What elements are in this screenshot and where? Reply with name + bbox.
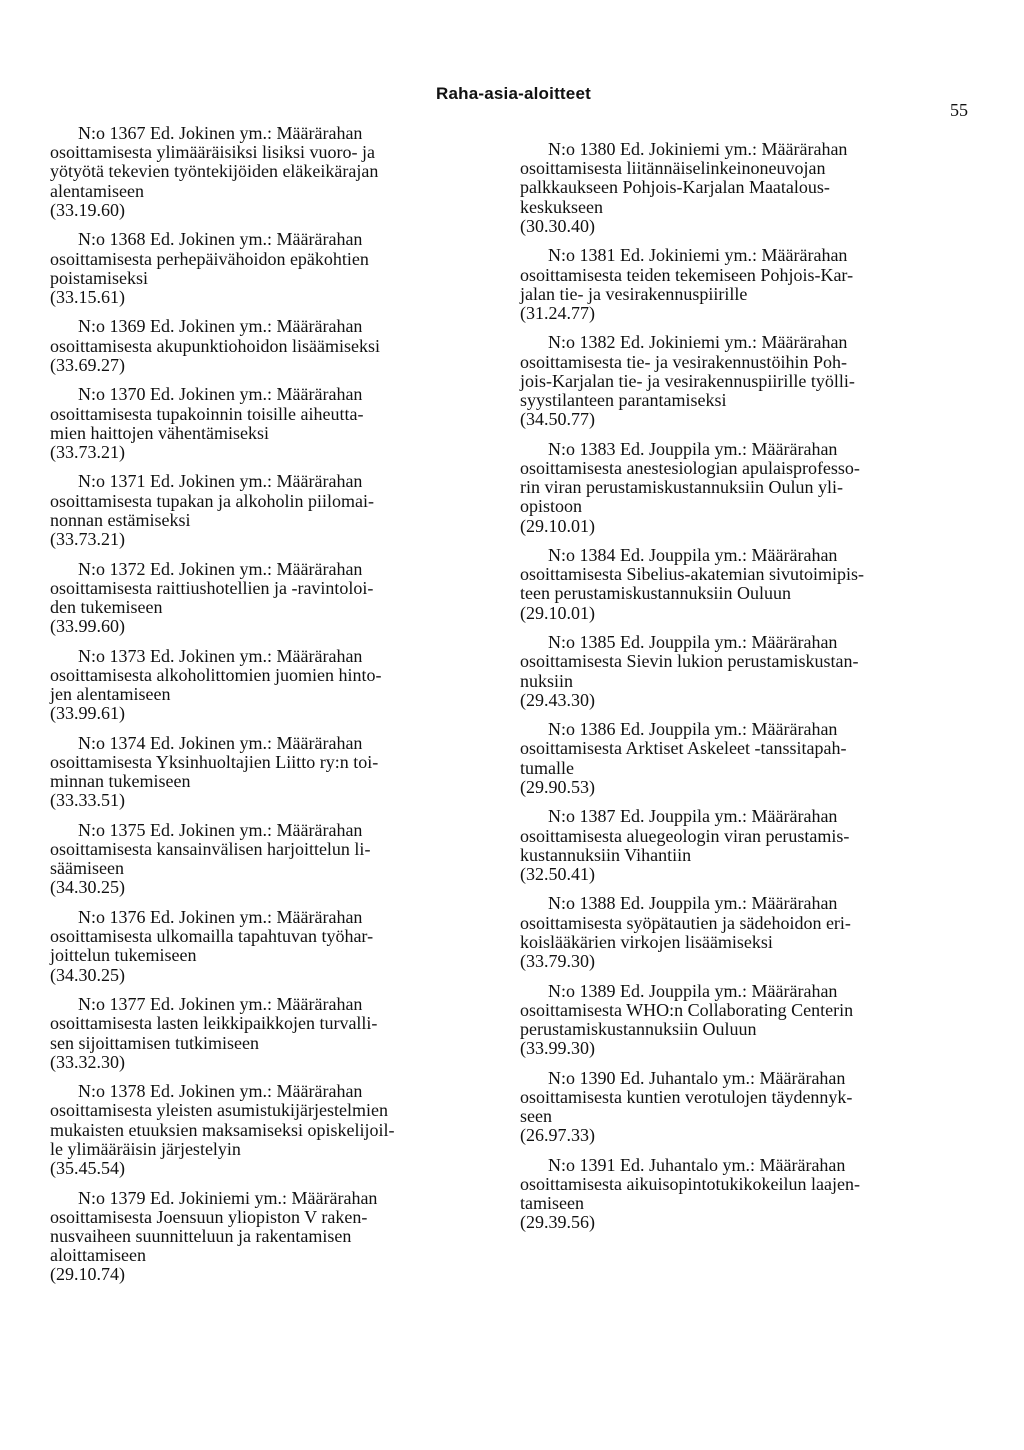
motion-heading: N:o 1380 Ed. Jokiniemi ym.: Määrärahan: [548, 139, 848, 159]
motion-text: osoittamisesta liitännäiselinkeinoneuvojan palkkaukseen Pohjois-Karjalan Maatalous- keskukseen: [520, 158, 830, 217]
budget-item-code: (34.30.25): [50, 877, 125, 898]
motion-text: osoittamisesta Sievin lukion perustamiskustan- nuksiin: [520, 651, 859, 691]
motion-entry: [520, 633, 968, 710]
motion-text: osoittamisesta akupunktiohoidon lisäämiseksi: [50, 335, 380, 356]
motion-heading: N:o 1372 Ed. Jokinen ym.: Määrärahan: [78, 558, 363, 579]
motion-entry: [50, 317, 498, 375]
budget-item-code: (30.30.40): [520, 215, 595, 236]
motion-entry: [50, 385, 498, 462]
budget-item-code: (33.73.21): [50, 441, 125, 462]
motion-entry: [50, 1082, 498, 1178]
budget-item-code: (31.24.77): [520, 302, 595, 323]
motion-heading: N:o 1386 Ed. Jouppila ym.: Määrärahan: [548, 719, 838, 740]
budget-item-code: (29.39.56): [520, 1212, 595, 1233]
budget-item-code: (29.10.74): [50, 1264, 125, 1285]
motion-heading: N:o 1373 Ed. Jokinen ym.: Määrärahan: [78, 645, 363, 666]
motion-text: osoittamisesta tupakoinnin toisille aiheutta- mien haittojen vähentämiseksi: [50, 403, 364, 443]
motion-heading: N:o 1379 Ed. Jokiniemi ym.: Määrärahan: [78, 1187, 378, 1208]
page-number: 55: [950, 100, 968, 120]
motion-entry: [520, 1156, 968, 1233]
motion-text: osoittamisesta aikuisopintotukikokeilun laajen- tamiseen: [520, 1174, 860, 1214]
motion-text: osoittamisesta teiden tekemiseen Pohjois-Kar- jalan tie- ja vesirakennuspiirille: [520, 264, 854, 304]
motion-heading: N:o 1381 Ed. Jokiniemi ym.: Määrärahan: [548, 245, 848, 266]
motion-heading: N:o 1387 Ed. Jouppila ym.: Määrärahan: [548, 806, 838, 827]
motion-heading: N:o 1391 Ed. Juhantalo ym.: Määrärahan: [548, 1154, 846, 1175]
motion-text: osoittamisesta Arktiset Askeleet -tanssitapah- tumalle: [520, 738, 847, 778]
budget-item-code: (33.73.21): [50, 529, 125, 550]
motion-text: osoittamisesta anestesiologian apulaisprofesso- rin viran perustamiskustannuksiin Oulun yli- opistoon: [520, 457, 860, 517]
motion-heading: N:o 1370 Ed. Jokinen ym.: Määrärahan: [78, 384, 363, 405]
motion-entry: [520, 440, 968, 536]
budget-item-code: (33.99.30): [520, 1038, 595, 1059]
motion-entry: [520, 246, 968, 323]
budget-item-code: (29.43.30): [520, 689, 595, 710]
motion-heading: N:o 1375 Ed. Jokinen ym.: Määrärahan: [78, 819, 363, 840]
motion-entry: [520, 894, 968, 971]
motion-text: osoittamisesta lasten leikkipaikkojen turvalli- sen sijoittamisen tutkimiseen: [50, 1013, 378, 1053]
motion-text: osoittamisesta Yksinhuoltajien Liitto ry:n toi- minnan tukemiseen: [50, 751, 379, 792]
budget-item-code: (33.32.30): [50, 1051, 125, 1072]
motion-entry: [50, 734, 498, 811]
budget-item-code: (33.69.27): [50, 354, 125, 375]
motion-text: osoittamisesta tupakan ja alkoholin piilomai- nonnan estämiseksi: [50, 490, 374, 530]
motion-heading: N:o 1367 Ed. Jokinen ym.: Määrärahan: [78, 123, 363, 143]
motion-entry: [520, 982, 968, 1059]
motion-entry: [520, 807, 968, 884]
motion-entry: [50, 560, 498, 637]
motion-heading: N:o 1389 Ed. Jouppila ym.: Määrärahan: [548, 980, 838, 1001]
motion-text: osoittamisesta ylimääräisiksi lisiksi vuoro- ja yötyötä tekevien työntekijöiden eläkeikärajan alentamiseen: [50, 142, 379, 201]
motion-heading: N:o 1383 Ed. Jouppila ym.: Määrärahan: [548, 438, 838, 459]
motion-heading: N:o 1388 Ed. Jouppila ym.: Määrärahan: [548, 893, 838, 914]
motion-text: osoittamisesta WHO:n Collaborating Centerin perustamiskustannuksiin Ouluun: [520, 999, 854, 1039]
motion-heading: N:o 1385 Ed. Jouppila ym.: Määrärahan: [548, 632, 838, 653]
budget-item-code: (33.15.61): [50, 286, 125, 307]
budget-item-code: (32.50.41): [520, 863, 595, 884]
motion-text: osoittamisesta perhepäivähoidon epäkohtien poistamiseksi: [50, 248, 369, 288]
budget-item-code: (33.79.30): [520, 951, 595, 972]
motion-heading: N:o 1374 Ed. Jokinen ym.: Määrärahan: [78, 732, 363, 753]
motion-entry: [50, 908, 498, 985]
motion-heading: N:o 1376 Ed. Jokinen ym.: Määrärahan: [78, 906, 363, 927]
motion-entry: [50, 1189, 498, 1285]
motion-heading: N:o 1368 Ed. Jokinen ym.: Määrärahan: [78, 229, 363, 250]
left-column: [50, 124, 498, 1295]
motion-text: osoittamisesta alkoholittomien juomien hinto- jen alentamiseen: [50, 664, 382, 705]
motion-text: osoittamisesta yleisten asumistukijärjestelmien mukaisten etuuksien maksamiseksi opiskelijoil- le ylimääräisin järjestelyin: [50, 1100, 395, 1159]
motion-entry: [520, 333, 968, 429]
budget-item-code: (26.97.33): [520, 1125, 595, 1146]
motion-heading: N:o 1390 Ed. Juhantalo ym.: Määrärahan: [548, 1067, 846, 1088]
motion-entry: [520, 546, 968, 623]
motion-heading: N:o 1377 Ed. Jokinen ym.: Määrärahan: [78, 994, 363, 1015]
motion-text: osoittamisesta syöpätautien ja sädehoidon eri- koislääkärien virkojen lisäämiseksi: [520, 912, 851, 952]
budget-item-code: (35.45.54): [50, 1158, 125, 1179]
motion-entry: [50, 995, 498, 1072]
budget-item-code: (33.99.61): [50, 703, 125, 724]
motion-text: osoittamisesta kuntien verotulojen täydennyk- seen: [520, 1086, 853, 1127]
motion-entry: [50, 230, 498, 307]
budget-item-code: (33.33.51): [50, 790, 125, 811]
motion-text: osoittamisesta kansainvälisen harjoittelun li- säämiseen: [50, 839, 371, 879]
motion-entry: [50, 647, 498, 724]
motion-text: osoittamisesta Sibelius-akatemian sivutoimipis- teen perustamiskustannuksiin Ouluun: [520, 564, 864, 604]
page-title: Raha-asia-aloitteet: [436, 84, 591, 103]
motion-entry: [50, 821, 498, 898]
motion-entry: [50, 472, 498, 549]
motion-text: osoittamisesta ulkomailla tapahtuvan työhar- joittelun tukemiseen: [50, 926, 374, 966]
budget-item-code: (29.90.53): [520, 776, 595, 797]
budget-item-code: (33.99.60): [50, 616, 125, 637]
motion-heading: N:o 1384 Ed. Jouppila ym.: Määrärahan: [548, 545, 838, 566]
motion-text: osoittamisesta raittiushotellien ja -ravintoloi- den tukemiseen: [50, 577, 374, 617]
motion-text: osoittamisesta aluegeologin viran perustamis- kustannuksiin Vihantiin: [520, 825, 850, 865]
budget-item-code: (29.10.01): [520, 515, 595, 536]
motion-heading: N:o 1378 Ed. Jokinen ym.: Määrärahan: [78, 1081, 363, 1102]
motion-entry: [50, 124, 498, 220]
budget-item-code: (34.30.25): [50, 964, 125, 985]
motion-heading: N:o 1369 Ed. Jokinen ym.: Määrärahan: [78, 316, 363, 337]
motion-entry: [520, 720, 968, 797]
motion-heading: N:o 1382 Ed. Jokiniemi ym.: Määrärahan: [548, 332, 848, 353]
budget-item-code: (29.10.01): [520, 602, 595, 623]
motion-text: osoittamisesta Joensuun yliopiston V raken- nusvaiheen suunnitteluun ja rakentamisen aloittamiseen: [50, 1206, 368, 1266]
right-column: [520, 140, 968, 1243]
motion-entry: [520, 1069, 968, 1146]
budget-item-code: (33.19.60): [50, 199, 125, 220]
budget-item-code: (34.50.77): [520, 409, 595, 430]
motion-heading: N:o 1371 Ed. Jokinen ym.: Määrärahan: [78, 471, 363, 492]
motion-text: osoittamisesta tie- ja vesirakennustöihin Poh- jois-Karjalan tie- ja vesirakennuspiirille työlli- syystilanteen parantamiseksi: [520, 351, 855, 411]
motion-entry: [520, 140, 968, 236]
